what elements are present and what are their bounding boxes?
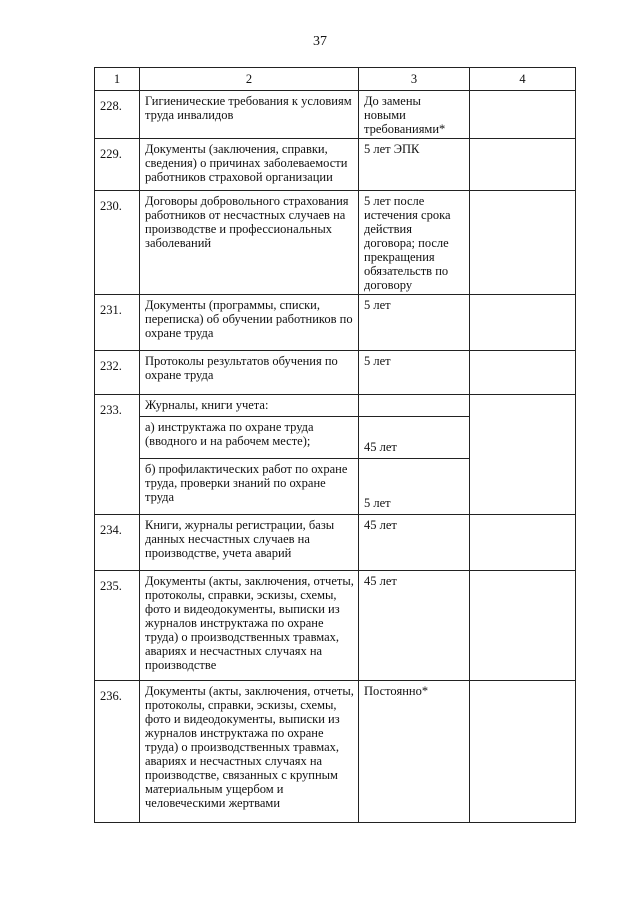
row-title: Гигиенические требования к условиям труда инвалидов (140, 91, 359, 139)
row-retention-term: До замены новыми требованиями* (359, 91, 470, 139)
page-number: 37 (313, 34, 327, 49)
row-retention-term: 45 лет (359, 571, 470, 681)
row-retention-term: 5 лет ЭПК (359, 139, 470, 191)
row-note (470, 395, 576, 515)
row-title: Журналы, книги учета: (140, 395, 359, 417)
row-retention-term: 5 лет (359, 351, 470, 395)
column-header-2: 2 (140, 68, 359, 91)
row-retention-term: 45 лет (359, 515, 470, 571)
subrow-title: а) инструктажа по охране труда (вводного и на рабочем месте); (140, 417, 359, 459)
table-row (95, 295, 576, 351)
row-number: 233. (95, 395, 140, 515)
row-title: Документы (программы, списки, переписка) об обучении работников по охране труда (140, 295, 359, 351)
row-number: 228. (95, 91, 140, 139)
row-note (470, 139, 576, 191)
row-number: 229. (95, 139, 140, 191)
row-note (470, 515, 576, 571)
row-number: 235. (95, 571, 140, 681)
table-row (95, 395, 576, 417)
column-header-1: 1 (95, 68, 140, 91)
table-row (95, 191, 576, 295)
row-title: Договоры добровольного страхования работников от несчастных случаев на производстве и профессиональных заболеваний (140, 191, 359, 295)
row-title: Документы (акты, заключения, отчеты, протоколы, справки, эскизы, схемы, фото и видеодокументы, выписки из журналов инструктажа по охране труда) о производственных травмах, авариях и несчастных случаях на производстве, связанных с крупным материальным ущербом и человеческими жертвами (140, 681, 359, 823)
table-row (95, 139, 576, 191)
row-title: Документы (акты, заключения, отчеты, протоколы, справки, эскизы, схемы, фото и видеодокументы, выписки из журналов инструктажа по охране труда) о производственных травмах, авариях и несчастных случаях на производстве (140, 571, 359, 681)
table-row (95, 91, 576, 139)
row-note (470, 295, 576, 351)
row-retention-term: 5 лет (359, 295, 470, 351)
table-row (95, 571, 576, 681)
row-number: 234. (95, 515, 140, 571)
row-retention-term: Постоянно* (359, 681, 470, 823)
row-title: Книги, журналы регистрации, базы данных несчастных случаев на производстве, учета аварий (140, 515, 359, 571)
row-number: 230. (95, 191, 140, 295)
subrow-retention-term: 45 лет (359, 417, 470, 459)
document-table (94, 67, 576, 823)
row-note (470, 91, 576, 139)
table-row (95, 681, 576, 823)
table-header-row (95, 68, 576, 91)
row-title: Документы (заключения, справки, сведения) о причинах заболеваемости работников страховой организации (140, 139, 359, 191)
table-row (95, 515, 576, 571)
row-number: 232. (95, 351, 140, 395)
row-note (470, 191, 576, 295)
row-retention-term: 5 лет после истечения срока действия договора; после прекращения обязательств по договору (359, 191, 470, 295)
subrow-title: б) профилактических работ по охране труда, проверки знаний по охране труда (140, 459, 359, 515)
column-header-4: 4 (470, 68, 576, 91)
row-number: 231. (95, 295, 140, 351)
column-header-3: 3 (359, 68, 470, 91)
row-number: 236. (95, 681, 140, 823)
subrow-retention-term: 5 лет (359, 459, 470, 515)
row-note (470, 571, 576, 681)
row-note (470, 351, 576, 395)
row-title: Протоколы результатов обучения по охране труда (140, 351, 359, 395)
table-row (95, 351, 576, 395)
row-note (470, 681, 576, 823)
row-retention-term (359, 395, 470, 417)
